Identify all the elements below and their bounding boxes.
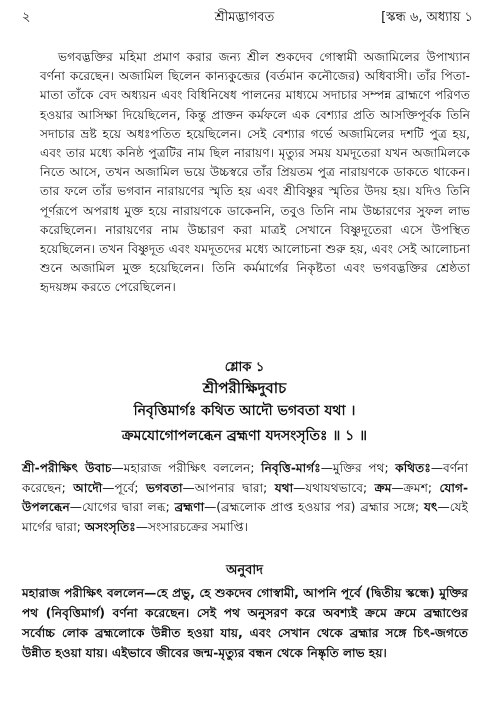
verse-speaker: শ্রীপরীক্ষিদুবাচ — [202, 379, 287, 397]
verse-line-2: ক্রমযোগোপলব্ধেন ব্রহ্মণা যদসংসৃতিঃ ॥ ১ ॥ — [121, 428, 368, 444]
synonym-meaning: পূর্বে; — [114, 480, 139, 495]
verse-block — [20, 359, 469, 449]
synonym-meaning: মুক্তির পথ; — [332, 461, 389, 475]
synonym-meaning: সংসারচক্রের সমাপ্তি। — [148, 519, 249, 534]
synonym-meaning: (ব্রহ্মলোক প্রাপ্ত হওয়ার পর) ব্রহ্মার সঙ্গে; — [216, 500, 420, 514]
synonym-term: ব্রহ্মণা — [174, 500, 205, 514]
synonym-term: আদৌ — [73, 480, 103, 495]
synonym-meaning: যোগের দ্বারা লব্ধ; — [81, 500, 170, 514]
running-title: শ্রীমদ্ভাগবত — [214, 10, 275, 25]
synonym-meaning: বর্ণনা করেছেন; — [22, 461, 468, 495]
synonym-term: যৎ — [423, 500, 438, 514]
synonym-meaning: মহারাজ পরীক্ষিৎ বললেন; — [123, 461, 255, 475]
purport-paragraph: ভগবদ্ভক্তির মহিমা প্রমাণ করার জন্য শ্রীল শুকদেব গোস্বামী অজামিলের উপাখ্যান বর্ণনা করেছেন। অজামিল ছিলেন কান্যকুব্জের (বর্তমান কনৌজের) অধিবাসী। তাঁর পিতা-মাতা তাঁকে বেদ অধ্যয়ন এবং বিধিনিষেধ পালনের মাধ্যমে সদাচার সম্পন্ন ব্রাহ্মণে পরিণত হওয়ার আসিক্ষা দিয়েছিলেন, কিন্তু প্রাক্তন কর্মফলে এক বেশ্যার প্রতি আসক্তিপূর্বক তিনি সদাচার ভ্রষ্ট হয়ে অধঃপতিত হয়েছিলেন। সেই বেশ্যার গর্ভে অজামিলের দশটি পুত্র হয়, এবং তার মধ্যে কনিষ্ঠ পুত্রটির নাম ছিল নারায়ণ। মৃত্যুর সময় যমদূতেরা যখন অজামিলকে নিতে আসে, তখন অজামিল ভয়ে উচ্চস্বরে তাঁর প্রিয়তম পুত্র নারায়ণকে ডাকতে থাকেন। তার ফলে তাঁর ভগবান নারায়ণের স্মৃতি হয় এবং শ্রীবিষ্ণুর স্মৃতির উদয় হয়। যদিও তিনি পূর্ণরূপে অপরাধ মুক্ত হয়ে নারায়ণকে ডাকেননি, তবুও তিনি নাম উচ্চারণের সুফল লাভ করেছিলেন। নারায়ণের নাম উচ্চারণ করা মাত্রই সেখানে বিষ্ণুদূতেরা এসে উপস্থিত হয়েছিলেন। তখন বিষ্ণুদূত এবং যমদূতদের মধ্যে আলোচনা শুরু হয়, এবং সেই আলোচনা শুনে অজামিল মুক্ত হয়েছিলেন। তিনি কর্মমার্গের নিকৃষ্টতা এবং ভগবদ্ভক্তির শ্রেষ্ঠতা হৃদয়ঙ্গম করতে পেরেছিলেন। — [40, 50, 470, 295]
synonym-term: কথিতঃ — [395, 461, 431, 475]
translation-text: মহারাজ পরীক্ষিৎ বললেন—হে প্রভু, হে শুকদেব গোস্বামী, আপনি পূর্বে (দ্বিতীয় স্কন্ধে) মুক্তির পথ (নিবৃত্তিমার্গ) বর্ণনা করেছেন। সেই পথ অনুসরণ করে অবশ্যই ক্রমে ক্রমে ব্রহ্মাণ্ডের সর্বোচ্চ লোক ব্রহ্মলোকে উন্নীত হওয়া যায়, এবং সেখান থেকে ব্রহ্মার সঙ্গে চিৎ-জগতে উন্নীত হওয়া যায়। এইভাবে জীবের জন্ম-মৃত্যুর বন্ধন থেকে নিষ্কৃতি লাভ হয়। — [22, 586, 468, 660]
page-number: ২ — [22, 10, 31, 25]
synonym-term: নিবৃত্তি-মার্গঃ — [261, 461, 321, 475]
synonym-meaning: আপনার দ্বারা; — [194, 480, 268, 495]
synonym-meaning: ক্রমশ; — [403, 480, 433, 495]
word-for-word-synonyms: শ্রী-পরীক্ষিৎ উবাচ—মহারাজ পরীক্ষিৎ বললেন; নিবৃত্তি-মার্গঃ—মুক্তির পথ; কথিতঃ—বর্ণনা করেছেন; আদৌ—পূর্বে; ভগবতা—আপনার দ্বারা; যথা—যথাযথভাবে; ক্রম—ক্রমশ; যোগ-উপলব্ধেন—যোগের দ্বারা লব্ধ; ব্রহ্মণা—(ব্রহ্মলোক প্রাপ্ত হওয়ার পর) ব্রহ্মার সঙ্গে; যৎ—যেই মার্গের দ্বারা; অসংসৃতিঃ—সংসারচক্রের সমাপ্তি। — [22, 461, 469, 534]
purport-text — [40, 48, 470, 298]
synonym-term: শ্রী-পরীক্ষিৎ উবাচ — [22, 461, 112, 475]
verse-number: শ্লোক ১ — [224, 360, 265, 375]
synonym-term: ক্রম — [374, 480, 392, 495]
synonym-meaning: যেই মার্গের দ্বারা; — [22, 500, 469, 534]
synonym-term: যথা — [274, 480, 294, 495]
synonym-term: যোগ-উপলব্ধেন — [22, 480, 469, 514]
canto-chapter-reference: [স্কন্ধ ৬, অধ্যায় ১ — [381, 10, 473, 25]
verse-line-1: নিবৃত্তিমার্গঃ কথিত আদৌ ভগবতা যথা । — [133, 403, 356, 419]
page-header — [16, 6, 473, 30]
synonym-meaning: যথাযথভাবে; — [305, 480, 368, 495]
translation-heading: অনুবাদ — [226, 563, 263, 578]
synonym-term: ভগবতা — [145, 480, 183, 495]
synonym-term: অসংসৃতিঃ — [84, 519, 136, 534]
